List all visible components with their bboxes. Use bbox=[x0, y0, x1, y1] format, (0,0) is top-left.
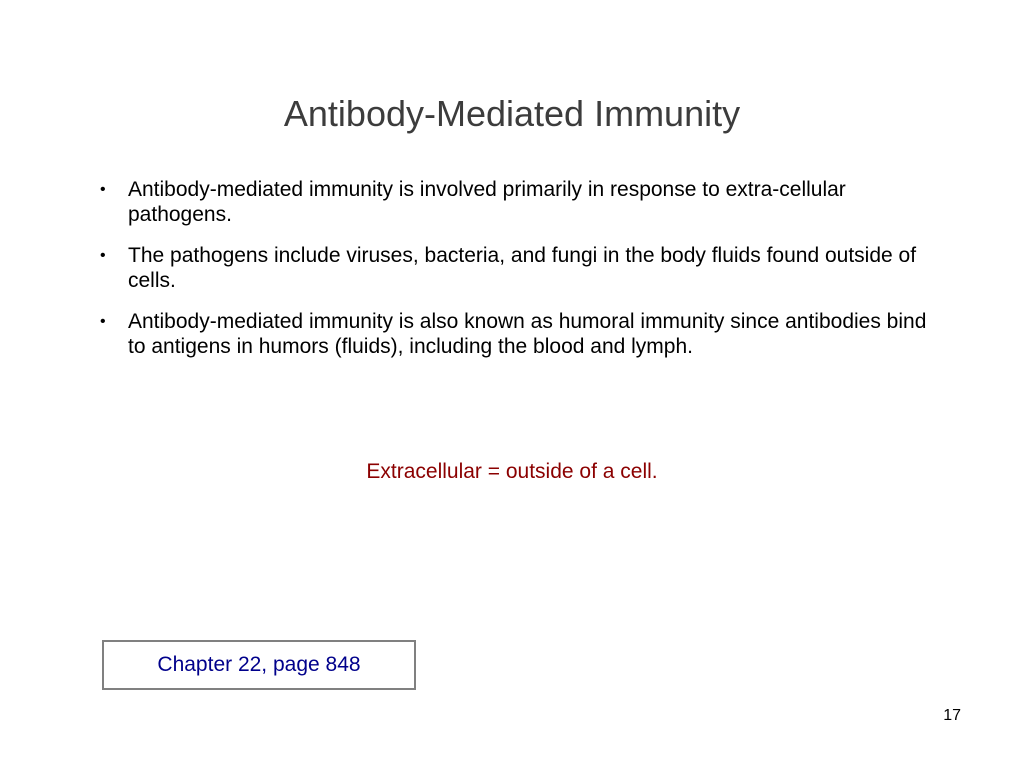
bullet-text: Antibody-mediated immunity is also known as humoral immunity since antibodies bind to antigens in humors (fluids), including the blood and lymph. bbox=[128, 310, 927, 358]
chapter-reference-text: Chapter 22, page 848 bbox=[157, 653, 361, 676]
bullet-item bbox=[100, 243, 940, 293]
slide-title: Antibody-Mediated Immunity bbox=[283, 93, 741, 134]
bullet-text: Antibody-mediated immunity is involved primarily in response to extra-cellular pathogens. bbox=[128, 178, 846, 226]
bullet-item bbox=[100, 177, 940, 227]
bullet-text: The pathogens include viruses, bacteria, and fungi in the body fluids found outside of cells. bbox=[128, 244, 917, 292]
bullet-marker: • bbox=[100, 181, 106, 198]
page-number: 17 bbox=[943, 707, 961, 724]
chapter-reference-box bbox=[102, 640, 416, 690]
bullet-marker: • bbox=[100, 313, 106, 330]
bullet-item bbox=[100, 309, 940, 359]
bullet-list bbox=[100, 177, 940, 375]
bullet-marker: • bbox=[100, 247, 106, 264]
definition-note: Extracellular = outside of a cell. bbox=[366, 460, 658, 483]
